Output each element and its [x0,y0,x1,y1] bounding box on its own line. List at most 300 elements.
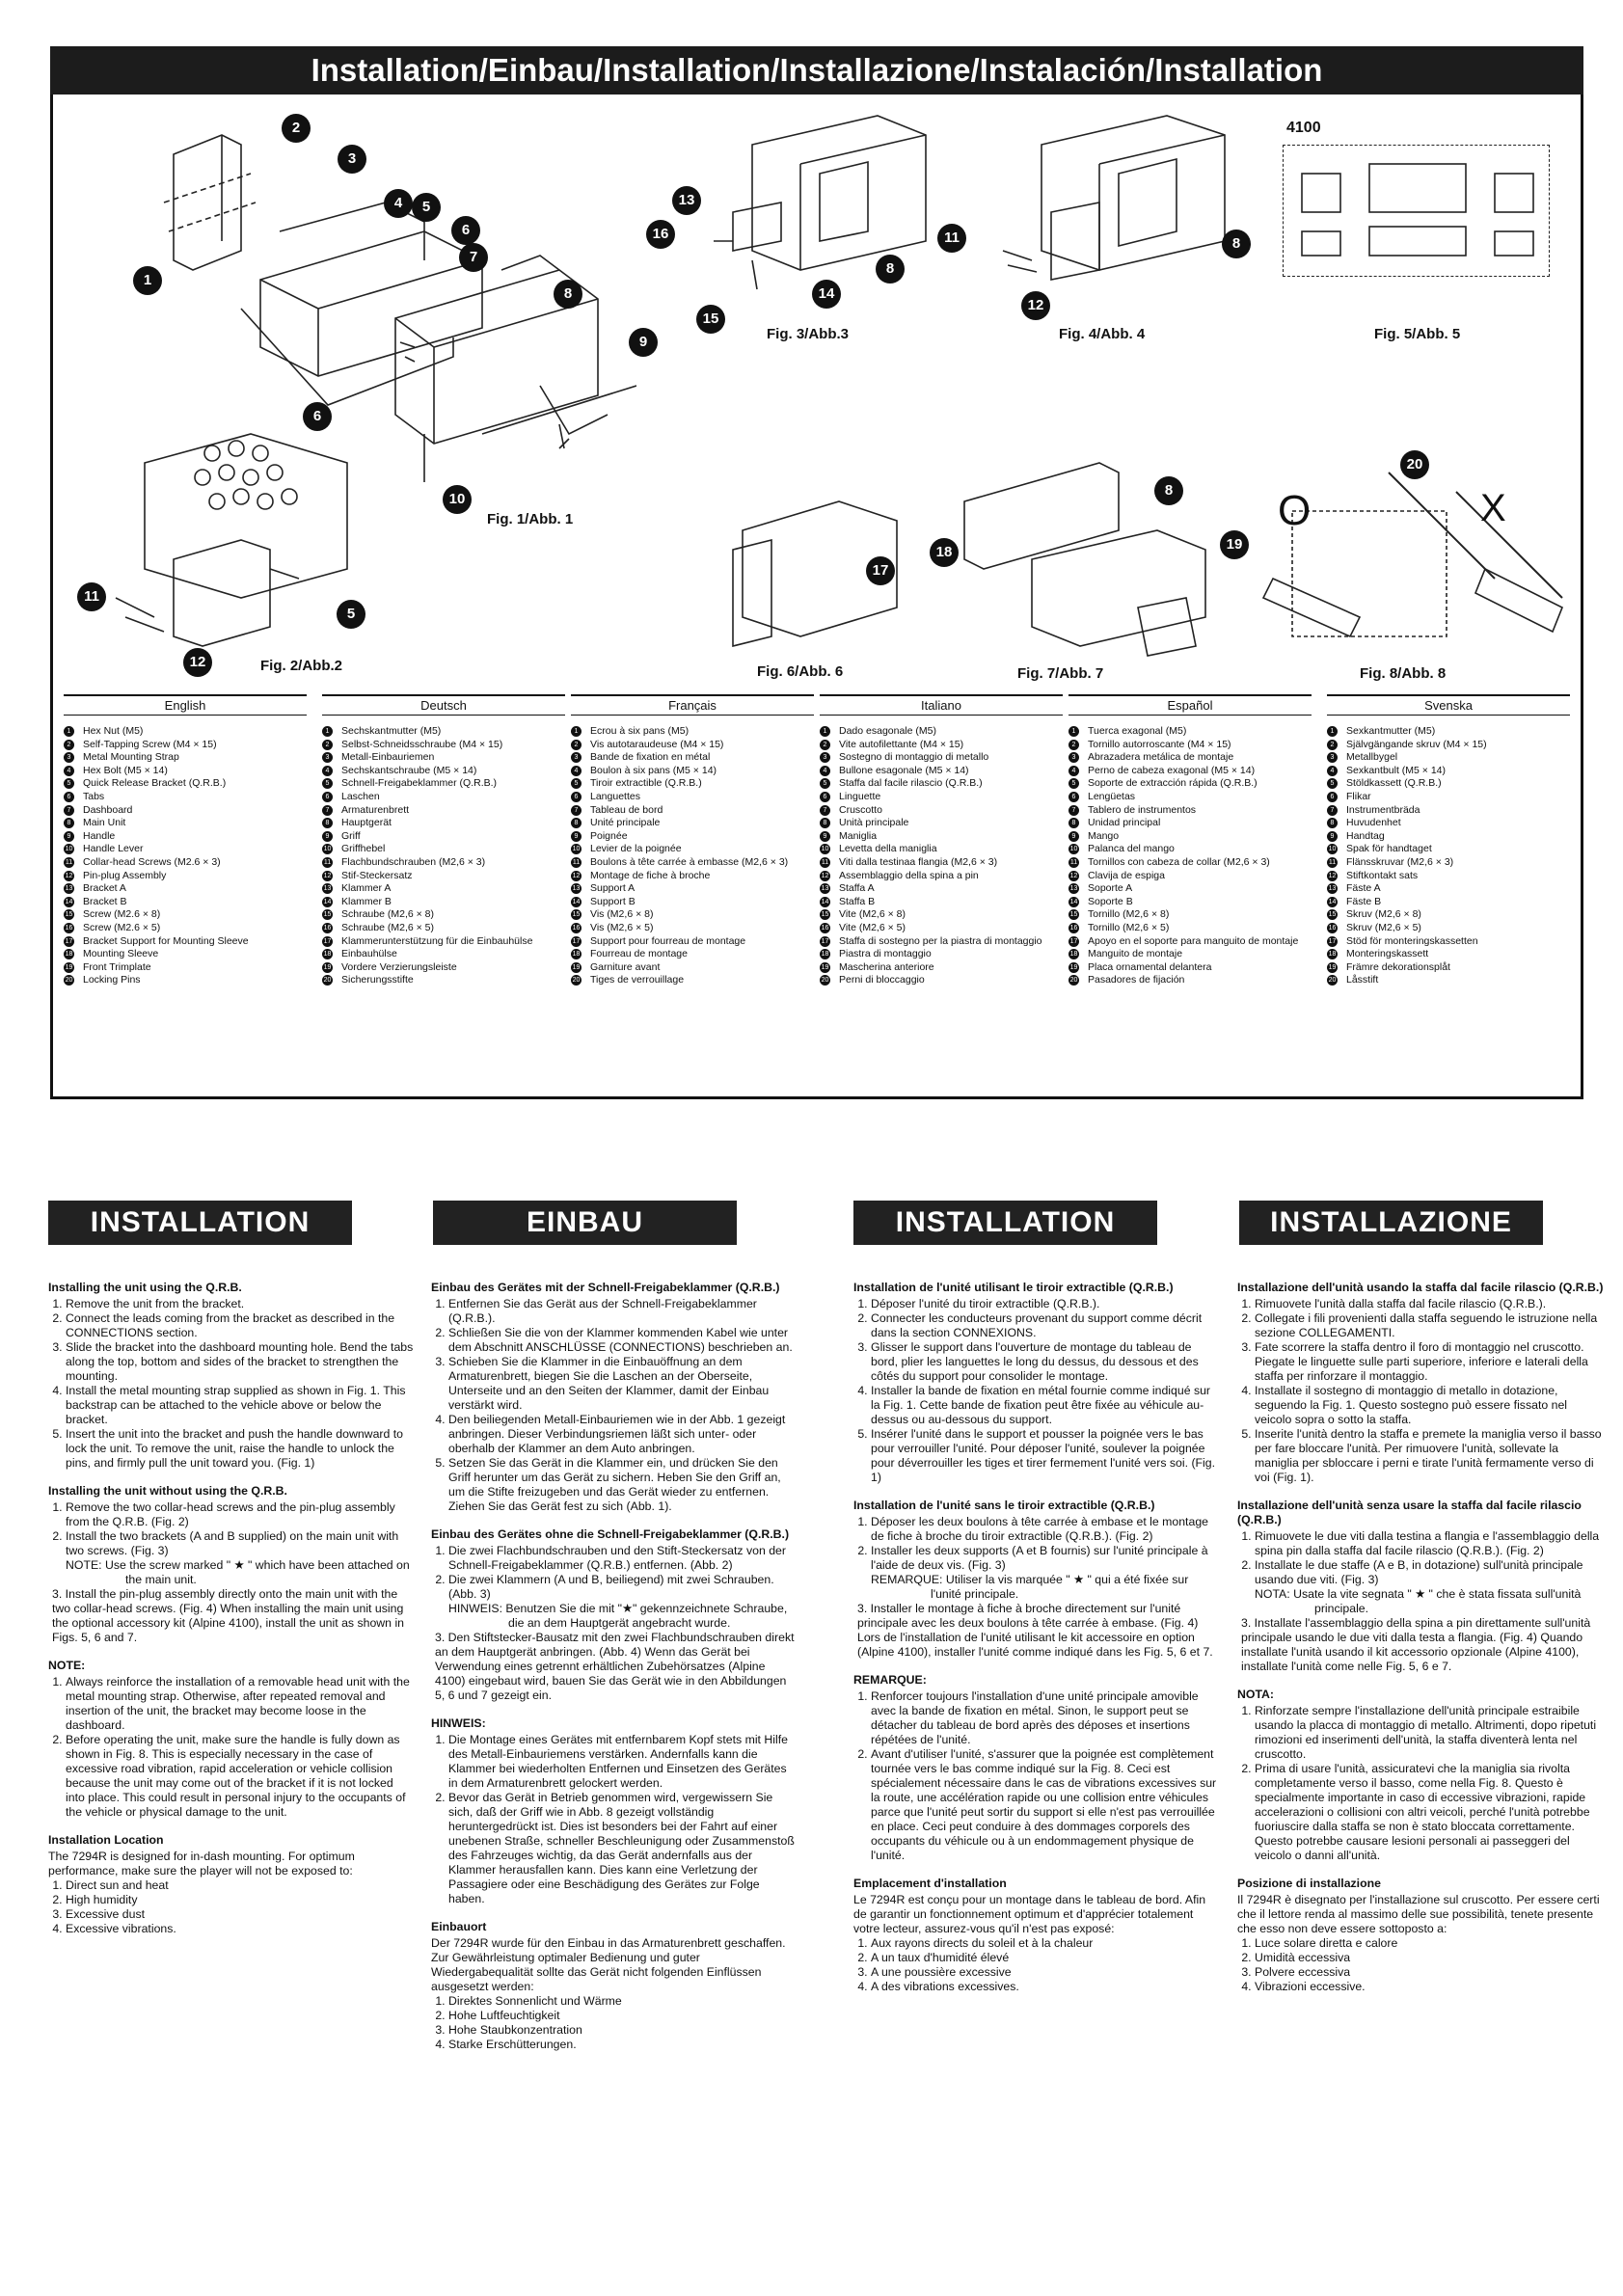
location-item: 1. Direct sun and heat [66,1878,415,1893]
part-label: Metal Mounting Strap [83,751,179,764]
part-label: Fourreau de montage [590,948,688,960]
part-item [820,817,1063,830]
part-item [820,948,1063,961]
part-number: 3 [322,752,333,763]
parts-column-deutsch [322,694,565,987]
part-number: 16 [572,924,581,932]
part-number: 15 [1069,911,1078,919]
part-item [64,922,307,935]
note-item: 2. Prima di usare l'unità, assicuratevi che la maniglia sia rivolta completamente verso il basso, come nella Fig. 8. Questo è specialmente importante in caso di eccessive vibrazioni, rapide accelerazioni o collisioni con altri veicoli, perché l'unità potrebbe fuoriuscire dalla staffa se non è stato bloccata correttamente. Questo potrebbe causare lesioni personali ai passeggeri del veicolo o danni all'unità. [1255,1762,1604,1863]
part-number: 17 [323,937,332,945]
callout-18: 18 [930,538,959,567]
location-item: 3. Polvere eccessiva [1255,1965,1604,1980]
location-list [48,1878,415,1936]
part-label: Bande de fixation en métal [590,751,711,764]
part-number: 7 [1068,805,1079,816]
part-item [1068,751,1312,765]
part-number: 6 [571,792,582,802]
callout-14: 14 [812,280,841,309]
step-list [853,1297,1220,1485]
part-label: Instrumentbräda [1346,803,1420,816]
part-number: 18 [65,951,73,959]
part-label: Flänsskruvar (M2,6 × 3) [1346,855,1454,868]
part-label: Handle [83,829,116,842]
figure-8-drawing [1254,453,1572,646]
step: 2. Collegate i fili provenienti dalla staffa seguendo le istruzione nella sezione COLLEGAMENTI. [1255,1311,1604,1340]
part-number: 7 [64,805,74,816]
part-label: Monteringskassett [1346,948,1429,960]
section-title-deutsch: EINBAU [433,1201,737,1245]
callout-11b: 11 [937,224,966,253]
part-number: 7 [820,805,830,816]
part-item [322,908,565,922]
part-number: 4 [571,766,582,776]
part-label: Bullone esagonale (M5 × 14) [839,764,969,776]
part-item [64,765,307,778]
page-title: Installation/Einbau/Installation/Installazione/Instalación/Installation [50,46,1583,95]
location-item: 4. Vibrazioni eccessive. [1255,1980,1604,1994]
location-item: 2. High humidity [66,1893,415,1907]
part-number: 13 [1328,885,1337,893]
subheading: Installation de l'unité utilisant le tiroir extractible (Q.R.B.) [853,1281,1174,1294]
part-item [1068,843,1312,856]
part-label: Klammer A [341,882,392,895]
section-title-italiano: INSTALLAZIONE [1239,1201,1543,1245]
part-label: Självgängande skruv (M4 × 15) [1346,738,1487,750]
part-number: 4 [820,766,830,776]
part-number: 1 [1327,726,1338,737]
part-item [64,843,307,856]
part-label: Tornillos con cabeza de collar (M2,6 × 3) [1088,855,1270,868]
fig8-correct-mark: O [1278,487,1312,534]
location-item: 2. Hohe Luftfeuchtigkeit [448,2009,798,2023]
callout-8b: 8 [876,255,905,284]
part-item [322,817,565,830]
part-number: 17 [821,937,829,945]
callout-8c: 8 [1222,230,1251,258]
part-label: Unité principale [590,817,661,829]
part-item [322,843,565,856]
instructions-english [48,1281,415,1950]
part-number: 9 [1068,831,1079,842]
part-number: 3 [571,752,582,763]
figure-4-drawing [984,106,1234,328]
part-label: Tiges de verrouillage [590,974,685,986]
part-label: Flikar [1346,790,1371,802]
part-item [64,896,307,909]
part-item [322,830,565,844]
part-label: Apoyo en el soporte para manguito de montaje [1088,934,1299,947]
instructions-deutsch [431,1281,798,2066]
parts-items [571,725,814,987]
part-item [820,908,1063,922]
part-item [1068,961,1312,975]
part-label: Vis autotaraudeuse (M4 × 15) [590,738,724,750]
part-number: 12 [65,872,73,879]
part-number: 16 [323,924,332,932]
part-item [571,843,814,856]
part-item [1068,856,1312,870]
part-item [571,961,814,975]
part-label: Boulon à six pans (M5 × 14) [590,764,717,776]
part-number: 19 [821,963,829,971]
part-number: 8 [1068,818,1079,828]
part-item [571,777,814,791]
callout-20: 20 [1400,450,1429,479]
part-label: Sostegno di montaggio di metallo [839,751,989,764]
parts-items [820,725,1063,987]
part-number: 10 [572,846,581,853]
step: 1. Rimuovete le due viti dalla testina a flangia e l'assemblaggio della spina pin dalla staffa dal facile rilascio (Q.R.B.). (Fig. 2) [1255,1529,1604,1558]
step-list [431,1297,798,1514]
part-number: 3 [820,752,830,763]
step: 3. Slide the bracket into the dashboard mounting hole. Bend the tabs along the top, bottom and sides of the bracket to strengthen the mounting. [66,1340,415,1384]
part-item [571,856,814,870]
parts-column-heading: Français [571,694,814,716]
part-number: 14 [821,898,829,905]
part-item [64,751,307,765]
callout-1: 1 [133,266,162,295]
callout-5b: 5 [337,600,365,629]
part-item [1068,765,1312,778]
subheading: Einbau des Gerätes mit der Schnell-Freigabeklammer (Q.R.B.) [431,1281,780,1294]
location-item: 1. Luce solare diretta e calore [1255,1936,1604,1951]
note-item: 2. Avant d'utiliser l'unité, s'assurer que la poignée est complètement tournée vers le bas comme indiqué sur la Fig. 8. Ceci est spécialement nécessaire dans le cas de vibrations excessives sur la route, une accélération rapide ou une collision entre véhicules parce que l'unité peut sortir du support si elle n'est pas verrouillée en place. Ceci peut conduire à des dommages corporels des occupants du véhicule ou à un endommagement physique de l'unité. [871,1747,1220,1863]
paragraph: Il 7294R è disegnato per l'installazione sul cruscotto. Per essere certi che il lettore renda al massimo delle sue possibilità, tenete presente che esso non deve essere sottoposto a: [1237,1893,1600,1935]
section-title-english: INSTALLATION [48,1201,352,1245]
part-label: Locking Pins [83,974,141,986]
part-label: Handtag [1346,829,1385,842]
fig8-label: Fig. 8/Abb. 8 [1360,665,1447,682]
part-number: 8 [571,818,582,828]
part-label: Vis (M2,6 × 8) [590,908,654,921]
part-item [1327,856,1570,870]
step: 3. Fate scorrere la staffa dentro il foro di montaggio nel cruscotto. Piegate le linguette sulle parti superiore, inferiore e laterali della staffa per rinforzare il montaggio. [1255,1340,1604,1384]
step-note: NOTE: Use the screw marked " ★ " which have been attached on the main unit. [66,1558,410,1586]
part-number: 7 [571,805,582,816]
part-label: Tornillo (M2,6 × 8) [1088,908,1170,921]
part-number: 2 [1068,740,1079,750]
step-list [1237,1529,1604,1587]
part-item [64,725,307,739]
callout-12: 12 [183,648,212,677]
note-list [853,1689,1220,1863]
part-item [820,856,1063,870]
part-number: 18 [572,951,581,959]
part-item [820,935,1063,949]
part-number: 6 [322,792,333,802]
part-item [571,751,814,765]
location-list [1237,1936,1604,1994]
part-label: Hauptgerät [341,817,392,829]
part-label: Clavija de espiga [1088,869,1165,881]
subheading: NOTE: [48,1659,86,1672]
part-number: 5 [820,778,830,789]
callout-11: 11 [77,582,106,611]
subheading: Installing the unit using the Q.R.B. [48,1281,242,1294]
part-label: Bracket A [83,882,126,895]
part-label: Vite (M2,6 × 8) [839,908,906,921]
part-number: 15 [821,911,829,919]
part-item [322,961,565,975]
part-number: 14 [1069,898,1078,905]
part-number: 10 [1069,846,1078,853]
part-label: Tuerca exagonal (M5) [1088,725,1187,737]
step-list [48,1297,415,1471]
part-label: Schraube (M2,6 × 5) [341,921,435,933]
part-number: 18 [1328,951,1337,959]
part-number: 12 [1328,872,1337,879]
step: 2. Installer les deux supports (A et B fournis) sur l'unité principale à l'aide de deux vis. (Fig. 3) [871,1544,1220,1573]
part-number: 3 [1327,752,1338,763]
part-item [64,908,307,922]
part-number: 12 [1069,872,1078,879]
part-number: 3 [1068,752,1079,763]
part-label: Vis (M2,6 × 5) [590,921,654,933]
part-item [820,751,1063,765]
part-item [1327,739,1570,752]
note-list [48,1675,415,1820]
part-item [1068,725,1312,739]
part-item [820,961,1063,975]
parts-items [1327,725,1570,987]
part-label: Pasadores de fijación [1088,974,1185,986]
subheading: NOTA: [1237,1688,1275,1701]
part-item [64,882,307,896]
part-number: 11 [65,858,73,866]
part-item [571,765,814,778]
part-item [1068,922,1312,935]
part-number: 1 [64,726,74,737]
part-label: Mango [1088,829,1120,842]
figure-7-drawing [945,444,1234,665]
part-item [820,896,1063,909]
part-label: Assemblaggio della spina a pin [839,869,979,881]
part-label: Låsstift [1346,974,1379,986]
part-item [571,908,814,922]
part-label: Staffa dal facile rilascio (Q.R.B.) [839,777,983,790]
note-item: 2. Before operating the unit, make sure the handle is fully down as shown in Fig. 8. This is especially necessary in the case of excessive road vibration, rapid acceleration or vehicle collision because the unit may come out of the bracket if it is not locked into place. This could result in personal injury to the occupants of the vehicle or physical damage to the unit. [66,1733,415,1820]
part-label: Schraube (M2,6 × 8) [341,908,435,921]
part-label: Tableau de bord [590,803,663,816]
part-label: Poignée [590,829,628,842]
figure-5-drawing [1292,154,1543,270]
callout-9: 9 [629,328,658,357]
part-item [571,830,814,844]
part-label: Huvudenhet [1346,817,1401,829]
part-label: Mascherina anteriore [839,960,934,973]
part-item [1327,908,1570,922]
section-title-francais: INSTALLATION [853,1201,1157,1245]
part-label: Levier de la poignée [590,843,682,855]
part-number: 9 [64,831,74,842]
callout-6: 6 [451,216,480,245]
part-label: Tabs [83,790,105,802]
part-item [322,856,565,870]
figure-5-model: 4100 [1286,120,1321,136]
part-label: Cruscotto [839,803,882,816]
part-label: Dado esagonale (M5) [839,725,936,737]
part-label: Abrazadera metálica de montaje [1088,751,1234,764]
part-label: Tornillo autorroscante (M4 × 15) [1088,738,1231,750]
part-item [820,870,1063,883]
step: 3. Den Stiftstecker-Bausatz mit den zwei Flachbundschrauben direkt an dem Hauptgerät anbringen. (Abb. 4) Wenn das Gerät bei Verwendung eines getrennt erhältlichen Zubehörsatzes (Alpine 4100) eingebaut wird, bauen Sie das Gerät wie in den Abbildungen 5, 6 und 7 gezeigt ein. [435,1631,795,1702]
parts-items [1068,725,1312,987]
note-item: 1. Always reinforce the installation of a removable head unit with the metal mounting strap. Otherwise, after repeated removal and insertion of the unit, the bracket may become loose in the dashboard. [66,1675,415,1733]
part-item [322,882,565,896]
part-label: Stöldkassett (Q.R.B.) [1346,777,1442,790]
fig3-label: Fig. 3/Abb.3 [767,326,850,342]
step: 3. Glisser le support dans l'ouverture de montage du tableau de bord, plier les languettes le long du dessus, du dessous et des côtés du support pour consolider le montage. [871,1340,1220,1384]
part-label: Levetta della maniglia [839,843,937,855]
part-number: 19 [1328,963,1337,971]
step-note: HINWEIS: Benutzen Sie die mit "★" gekennzeichnete Schraube, die an dem Hauptgerät angebracht wurde. [448,1602,788,1630]
part-item [1327,922,1570,935]
part-label: Self-Tapping Screw (M4 × 15) [83,738,217,750]
part-item [1327,830,1570,844]
part-label: Support pour fourreau de montage [590,934,746,947]
part-label: Soporte de extracción rápida (Q.R.B.) [1088,777,1258,790]
part-item [820,739,1063,752]
part-number: 4 [1327,766,1338,776]
part-label: Placa ornamental delantera [1088,960,1212,973]
part-number: 16 [65,924,73,932]
step: 5. Setzen Sie das Gerät in die Klammer ein, und drücken Sie den Griff herunter um das Gerät zu sichern. Heben Sie den Griff an, um die Stifte freizugeben und das Gerät wieder zu entfernen. Ziehen Sie das Gerät fest zu sich (Abb. 1). [448,1456,798,1514]
part-item [1327,765,1570,778]
fig6-label: Fig. 6/Abb. 6 [757,663,844,680]
part-label: Stöd för monteringskassetten [1346,934,1478,947]
part-label: Staffa B [839,895,876,907]
step: 5. Insérer l'unité dans le support et pousser la poignée vers le bas pour verrouiller l'unité. Pour déposer l'unité, soulever la poignée pour déverrouiller les tiges et tirer fermement l'unité vers soi. (Fig. 1) [871,1427,1220,1485]
part-number: 17 [65,937,73,945]
part-label: Quick Release Bracket (Q.R.B.) [83,777,227,790]
part-item [322,974,565,987]
part-item [1068,777,1312,791]
part-label: Metall-Einbauriemen [341,751,435,764]
subheading: Installation de l'unité sans le tiroir extractible (Q.R.B.) [853,1499,1155,1512]
part-item [1327,843,1570,856]
subheading: Installazione dell'unità senza usare la staffa dal facile rilascio (Q.R.B.) [1237,1499,1582,1526]
part-label: Main Unit [83,817,126,829]
callout-6b: 6 [303,402,332,431]
part-number: 17 [1069,937,1078,945]
part-item [64,974,307,987]
part-item [571,791,814,804]
part-number: 4 [64,766,74,776]
step: 4. Den beiliegenden Metall-Einbauriemen wie in der Abb. 1 gezeigt anbringen. Dieser Verbindungsriemen läßt sich unter- oder oberhalb der Klammer an dem Auto anbringen. [448,1413,798,1456]
subheading: Installazione dell'unità usando la staffa dal facile rilascio (Q.R.B.) [1237,1281,1604,1294]
part-number: 14 [65,898,73,905]
fig1-label: Fig. 1/Abb. 1 [487,511,574,527]
part-label: Skruv (M2,6 × 8) [1346,908,1421,921]
part-number: 19 [65,963,73,971]
part-item [820,791,1063,804]
subheading: Einbau des Gerätes ohne die Schnell-Freigabeklammer (Q.R.B.) [431,1527,790,1541]
part-label: Staffa di sostegno per la piastra di montaggio [839,934,1042,947]
part-label: Pin-plug Assembly [83,869,167,881]
part-label: Tornillo (M2,6 × 5) [1088,921,1170,933]
part-number: 7 [322,805,333,816]
part-number: 11 [1069,858,1078,866]
subheading: Installing the unit without using the Q.R.B. [48,1484,287,1498]
step: 5. Inserite l'unità dentro la staffa e premete la maniglia verso il basso per fare bloccare l'unità. Per rimuovere l'unità, sollevate la maniglia per sbloccare i perni e tirate l'unità fermamente verso di voi (Fig. 1). [1255,1427,1604,1485]
part-label: Screw (M2.6 × 5) [83,921,161,933]
part-number: 8 [64,818,74,828]
part-item [820,765,1063,778]
step: 3. Install the pin-plug assembly directly onto the main unit with the two collar-head screws. (Fig. 4) When installing the main unit using the optional accessory kit (Alpine 4100), install the unit as shown in Figs. 5, 6 and 7. [52,1587,405,1644]
part-number: 10 [821,846,829,853]
part-number: 14 [572,898,581,905]
part-number: 15 [65,911,73,919]
part-number: 1 [820,726,830,737]
step: 2. Install the two brackets (A and B supplied) on the main unit with two screws. (Fig. 3) [66,1529,415,1558]
part-item [1068,804,1312,818]
location-list [431,1994,798,2052]
part-label: Vite (M2,6 × 5) [839,921,906,933]
step: 1. Entfernen Sie das Gerät aus der Schnell-Freigabeklammer (Q.R.B.). [448,1297,798,1326]
part-item [1068,870,1312,883]
parts-items [64,725,307,987]
part-number: 19 [572,963,581,971]
part-label: Garniture avant [590,960,661,973]
callout-8d: 8 [1154,476,1183,505]
step: 5. Insert the unit into the bracket and push the handle downward to lock the unit. To remove the unit, raise the handle to unlock the pins, and firmly pull the unit toward you. (Fig. 1) [66,1427,415,1471]
callout-7: 7 [459,243,488,272]
step: 4. Installer la bande de fixation en métal fournie comme indiqué sur la Fig. 1. Cette bande de fixation peut être fixée au véhicule au-dessus ou au-dessous du support. [871,1384,1220,1427]
part-label: Dashboard [83,803,133,816]
part-item [820,922,1063,935]
callout-15: 15 [696,305,725,334]
part-item [322,725,565,739]
step-note: REMARQUE: Utiliser la vis marquée " ★ " qui a été fixée sur l'unité principale. [871,1573,1189,1601]
part-item [322,751,565,765]
subheading: Installation Location [48,1833,164,1847]
part-label: Unidad principal [1088,817,1161,829]
note-item: 1. Renforcer toujours l'installation d'une unité principale amovible avec la bande de fixation en métal. Sinon, le support peut se détacher du tableau de bord après des déposes et insertions répétées de l'unité. [871,1689,1220,1747]
location-item: 2. Umidità eccessiva [1255,1951,1604,1965]
part-label: Sechskantschraube (M5 × 14) [341,764,477,776]
part-item [1068,739,1312,752]
part-label: Sicherungsstifte [341,974,414,986]
step: 4. Install the metal mounting strap supplied as shown in Fig. 1. This backstrap can be attached to the vehicle above or below the bracket. [66,1384,415,1427]
part-item [1068,817,1312,830]
part-item [820,843,1063,856]
part-label: Lengüetas [1088,790,1136,802]
parts-list [54,694,1581,1090]
step: 1. Remove the unit from the bracket. [66,1297,415,1311]
part-item [1327,870,1570,883]
part-label: Skruv (M2,6 × 5) [1346,921,1421,933]
part-label: Perno de cabeza exagonal (M5 × 14) [1088,764,1256,776]
part-label: Griff [341,829,361,842]
part-label: Maniglia [839,829,878,842]
part-number: 5 [1327,778,1338,789]
part-label: Manguito de montaje [1088,948,1183,960]
step-list [853,1515,1220,1573]
part-label: Boulons à tête carrée à embasse (M2,6 × 3) [590,855,789,868]
part-label: Schnell-Freigabeklammer (Q.R.B.) [341,777,498,790]
part-label: Hex Nut (M5) [83,725,144,737]
subheading: REMARQUE: [853,1673,927,1687]
part-label: Front Trimplate [83,960,151,973]
part-number: 6 [1327,792,1338,802]
part-number: 16 [1328,924,1337,932]
callout-17: 17 [866,556,895,585]
part-label: Spak för handtaget [1346,843,1432,855]
parts-column-heading: Italiano [820,694,1063,716]
part-item [1068,948,1312,961]
part-label: Armaturenbrett [341,803,410,816]
